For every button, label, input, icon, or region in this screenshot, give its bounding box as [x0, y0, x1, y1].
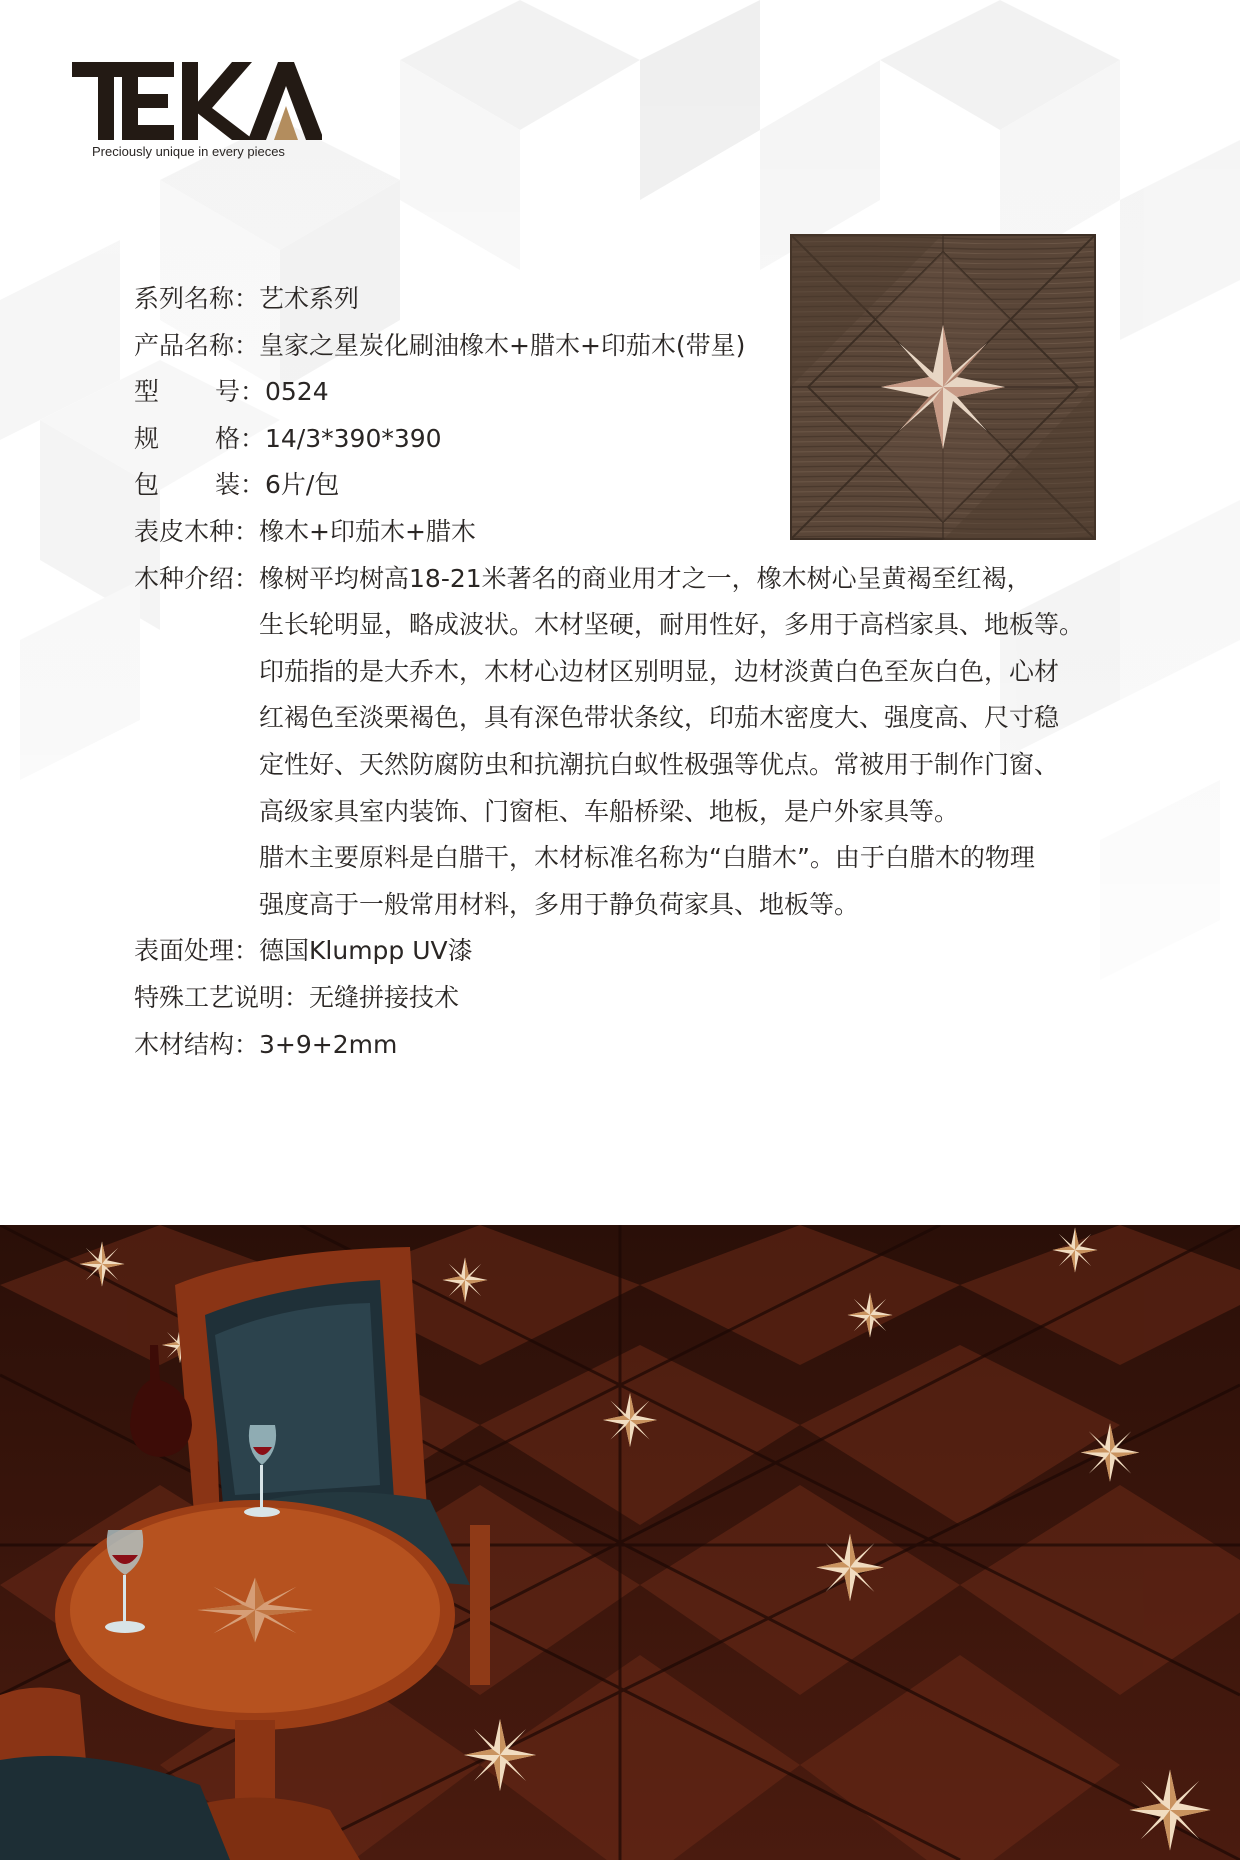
- spec-veneer-row: [134, 509, 1124, 556]
- spec-finish-row: [134, 928, 1124, 975]
- packing-label-a: 包: [134, 470, 160, 500]
- wood-intro-line: 定性好、天然防腐防虫和抗潮抗白蚁性极强等优点。常被用于制作门窗、: [259, 749, 1060, 779]
- wood-intro-line: 腊木主要原料是白腊干，木材标准名称为“白腊木”。由于白腊木的物理: [259, 843, 1035, 873]
- teka-logo-mark: [72, 58, 322, 144]
- structure-value: 3+9+2mm: [259, 1029, 398, 1059]
- series-label: 系列名称：: [134, 284, 260, 313]
- size-label-a: 规: [134, 423, 160, 453]
- model-label: [134, 369, 265, 416]
- model-label-a: 型: [134, 377, 160, 407]
- packing-label: [134, 462, 265, 509]
- wood-intro-line: 红褐色至淡栗褐色，具有深色带状条纹，印茄木密度大、强度高、尺寸稳: [259, 703, 1060, 733]
- spec-structure-row: [134, 1022, 1124, 1069]
- brand-tagline: Preciously unique in every pieces: [92, 144, 285, 159]
- spec-craft-row: [134, 975, 1124, 1022]
- size-label: [134, 416, 265, 463]
- packing-value: 6片/包: [265, 470, 340, 500]
- spec-wood-intro-row: [134, 556, 1124, 929]
- wood-intro-line: 印茄指的是大乔木，木材心边材区别明显，边材淡黄白色至灰白色，心材: [259, 656, 1060, 686]
- wood-intro-line: 高级家具室内装饰、门窗柜、车船桥梁、地板，是户外家具等。: [259, 796, 960, 826]
- wood-intro-line: 橡树平均树高18-21米著名的商业用才之一，橡木树心呈黄褐至红褐，: [259, 563, 1032, 593]
- model-label-b: 号：: [214, 377, 265, 407]
- spec-product-row: [134, 323, 1124, 370]
- model-value: 0524: [265, 377, 329, 407]
- finish-value: 德国Klumpp UV漆: [259, 936, 473, 966]
- wood-intro-label: 木种介绍：: [134, 563, 260, 593]
- spec-packing-row: [134, 462, 1124, 509]
- spec-model-row: [134, 369, 1124, 416]
- product-value: 皇家之星炭化刷油橡木+腊木+印茄木(带星): [259, 330, 746, 360]
- veneer-label: 表皮木种：: [134, 516, 260, 546]
- structure-label: 木材结构：: [134, 1029, 260, 1059]
- spec-size-row: [134, 416, 1124, 463]
- craft-value: 无缝拼接技术: [309, 982, 460, 1012]
- series-value: 艺术系列: [259, 284, 360, 313]
- room-floor-photo: [0, 1225, 1240, 1860]
- product-spec-list: [134, 276, 1124, 1068]
- wood-intro-text: [259, 556, 1084, 929]
- spec-series-row: [134, 276, 1124, 323]
- wood-intro-line: 生长轮明显，略成波状。木材坚硬，耐用性好，多用于高档家具、地板等。: [259, 610, 1085, 640]
- veneer-value: 橡木+印茄木+腊木: [259, 516, 476, 546]
- size-label-b: 格：: [214, 423, 265, 453]
- wood-intro-line: 强度高于一般常用材料，多用于静负荷家具、地板等。: [259, 889, 860, 919]
- product-label: 产品名称：: [134, 330, 260, 360]
- craft-label: 特殊工艺说明：: [134, 982, 310, 1012]
- size-value: 14/3*390*390: [265, 423, 442, 453]
- finish-label: 表面处理：: [134, 936, 260, 966]
- packing-label-b: 装：: [214, 470, 265, 500]
